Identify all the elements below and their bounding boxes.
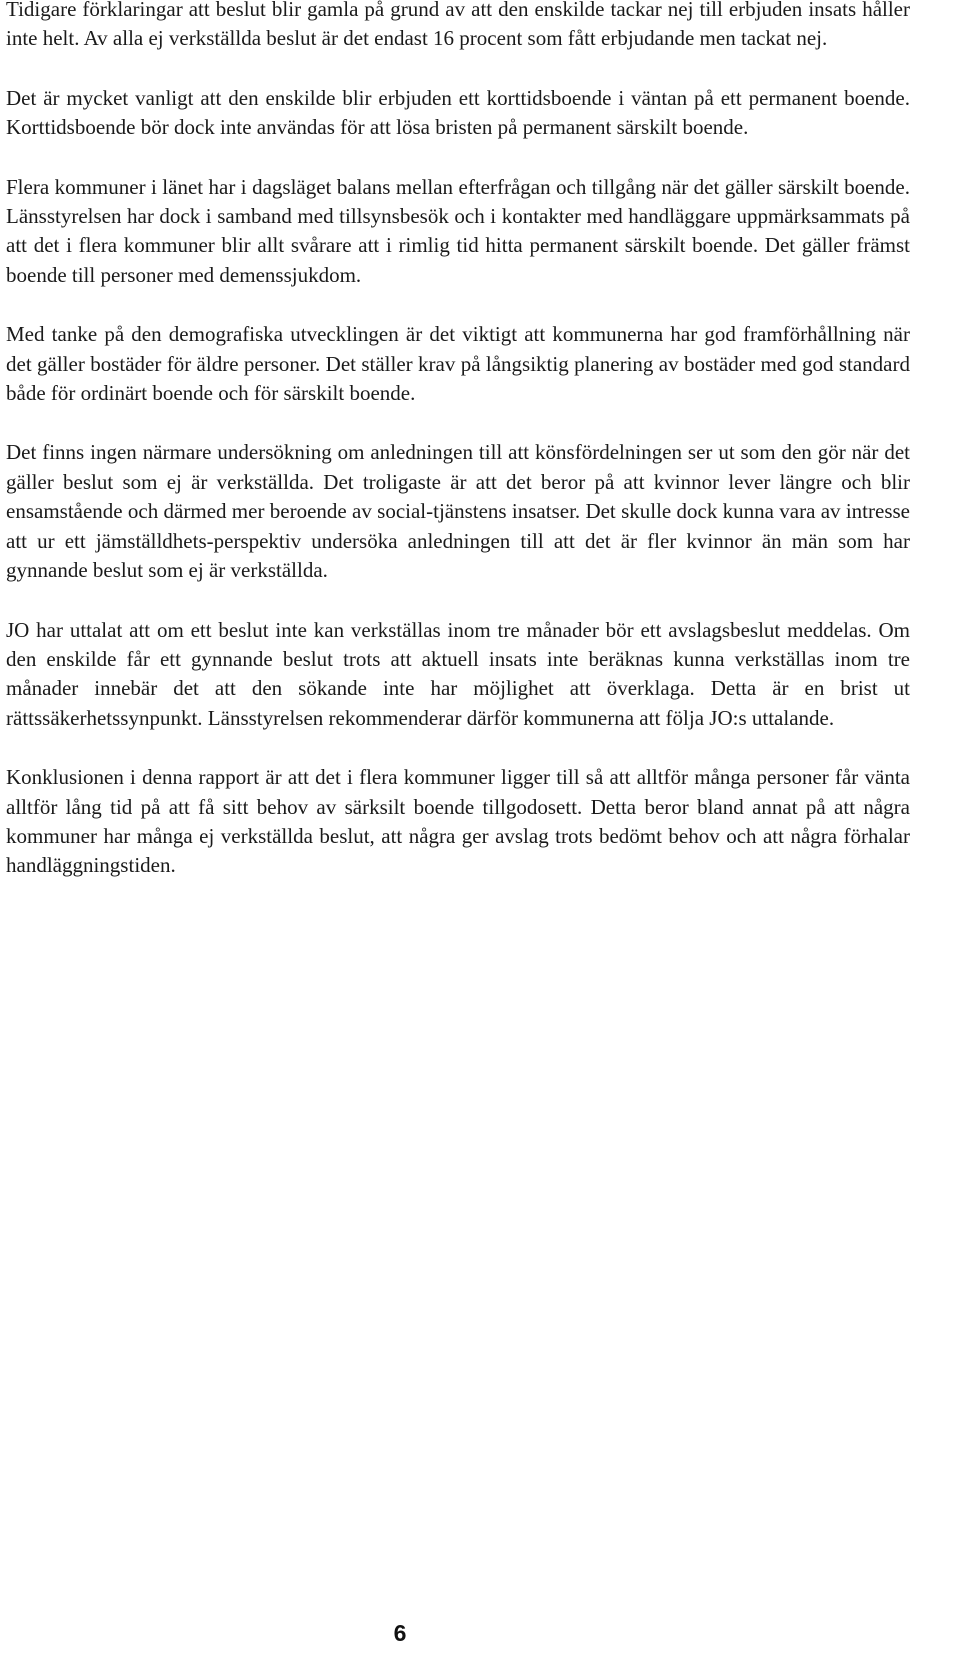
paragraph-2: Det är mycket vanligt att den enskilde blir erbjuden ett korttidsboende i väntan på ett permanent boende. Korttidsboende bör dock inte användas för att lösa bristen på permanent särskilt boende. <box>6 85 910 140</box>
paragraph-1: Tidigare förklaringar att beslut blir gamla på grund av att den enskilde tackar nej till erbjuden insats håller inte helt. Av alla ej verkställda beslut är det endast 16 procent som fått erbjudande men tackat nej. <box>6 0 910 51</box>
paragraph-3: Flera kommuner i länet har i dagsläget balans mellan efterfrågan och tillgång när det gäller särskilt boende. Länsstyrelsen har dock i samband med tillsynsbesök och i kontakter med handläggare uppmärksammats på att det i flera kommuner blir allt svårare att i rimlig tid hitta permanent särskilt boende. Det gäller främst boende till personer med demenssjukdom. <box>6 174 910 287</box>
document-body <box>6 0 910 911</box>
page-number: 6 <box>393 1620 407 1646</box>
paragraph-5: Det finns ingen närmare undersökning om anledningen till att könsfördelningen ser ut som den gör när det gäller beslut som ej är verkställda. Det troligaste är att det beror på att kvinnor lever längre och blir ensamstående och därmed mer beroende av social-tjänstens insatser. Det skulle dock kunna vara av intresse att ur ett jämställdhets-perspektiv undersöka anledningen till att det är fler kvinnor än män som har gynnande beslut som ej är verkställda. <box>6 440 910 583</box>
paragraph-4: Med tanke på den demografiska utvecklingen är det viktigt att kommunerna har god framförhållning när det gäller bostäder för äldre personer. Det ställer krav på långsiktig planering av bostäder med god standard både för ordinärt boende och för särskilt boende. <box>6 322 910 406</box>
paragraph-6: JO har uttalat att om ett beslut inte kan verkställas inom tre månader bör ett avslagsbeslut meddelas. Om den enskilde får ett gynnande beslut trots att aktuell insats inte beräknas kunna verkställas inom tre månader innebär det att den sökande inte har möjlighet att överklaga. Detta är en brist ut rättssäkerhetssynpunkt. Länsstyrelsen rekommenderar därför kommunerna att följa JO:s uttalande. <box>6 617 910 730</box>
paragraph-7: Konklusionen i denna rapport är att det i flera kommuner ligger till så att alltför många personer får vänta alltför lång tid på att få sitt behov av särksilt boende tillgodosett. Detta beror bland annat på att några kommuner har många ej verkställda beslut, att några ger avslag trots bedömt behov och att några förhalar handläggningstiden. <box>6 765 910 878</box>
